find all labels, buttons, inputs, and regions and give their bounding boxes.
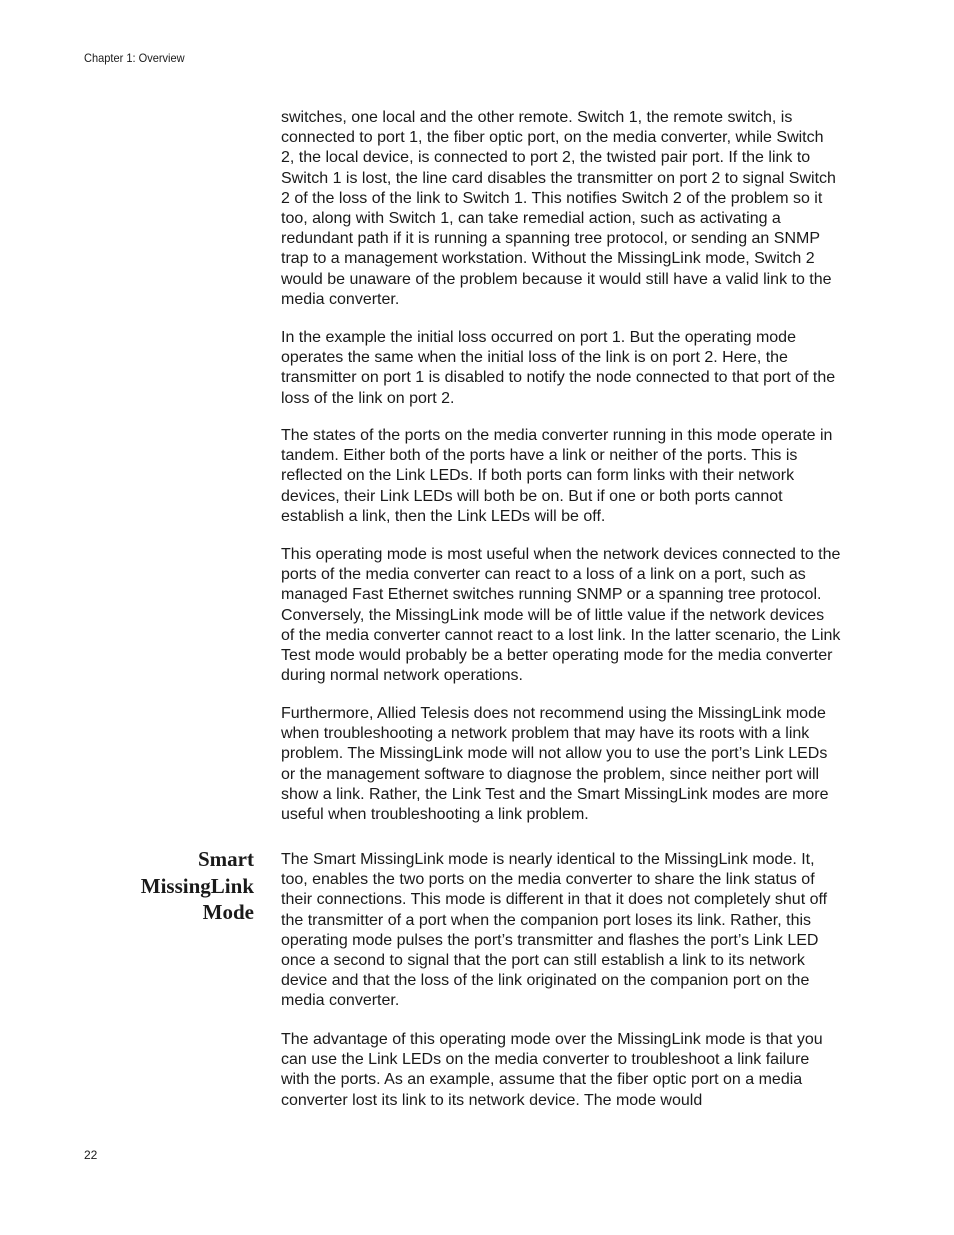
body-paragraph: The Smart MissingLink mode is nearly identical to the MissingLink mode. It, too, enables the two ports on the media converter to share the link status of their connections. This mode is different in that it does not completely shut off the transmitter of a port when the companion port loses its link. Rather, this operating mode pulses the port’s transmitter and flashes the port’s Link LED once a second to signal that the port can still establish a link to its network device and that the loss of the link originated on the companion port on the media converter. [281, 851, 828, 1010]
section-heading-line: Smart [198, 847, 254, 871]
body-paragraph: Furthermore, Allied Telesis does not recommend using the MissingLink mode when troubleshooting a network problem that may have its roots with a link problem. The MissingLink mode will not allow you to use the port’s Link LEDs or the management software to diagnose the problem, since neither port will show a link. Rather, the Link Test and the Smart MissingLink modes are more useful when troubleshooting a link problem. [281, 705, 829, 824]
section-heading-line: MissingLink [140, 873, 254, 898]
page-number: 22 [84, 1148, 98, 1162]
body-paragraph: switches, one local and the other remote. Switch 1, the remote switch, is connected to port 1, the fiber optic port, on the media converter, while Switch 2, the local device, is connected to port 2, the twisted pair port. If the link to Switch 1 is lost, the line card disables the transmitter on port 2 to signal Switch 2 of the loss of the link to Switch 1. This notifies Switch 2 of the problem so it too, along with Switch 1, can take remedial action, such as activating a redundant path if it is running a spanning tree protocol, or sending an SNMP trap to a management workstation. Without the MissingLink mode, Switch 2 would be unaware of the problem because it would still have a valid link to the media converter. [281, 109, 836, 308]
body-paragraph: The advantage of this operating mode over the MissingLink mode is that you can use the Link LEDs on the media converter to troubleshoot a link failure with the ports. As an example, assume that the fiber optic port on a media converter lost its link to its network device. The mode would [281, 1031, 823, 1109]
body-paragraph: This operating mode is most useful when the network devices connected to the ports of the media converter can react to a loss of a link on a port, such as managed Fast Ethernet switches running SNMP or a spanning tree protocol. Conversely, the MissingLink mode will be of little value if the network devices of the media converter cannot react to a lost link. In the latter scenario, the Link Test mode would probably be a better operating mode for the media converter during normal network operations. [281, 546, 841, 685]
running-header: Chapter 1: Overview [84, 51, 185, 65]
section-heading-line: Mode [202, 900, 254, 924]
body-paragraph: The states of the ports on the media converter running in this mode operate in tandem. Either both of the ports have a link or neither of the ports. This is reflected on the Link LEDs. If both ports can form links with their network devices, their Link LEDs will both be on. But if one or both ports cannot establish a link, then the Link LEDs will be off. [281, 427, 833, 525]
body-paragraph: In the example the initial loss occurred on port 1. But the operating mode operates the same when the initial loss of the link is on port 2. Here, the transmitter on port 1 is disabled to notify the node connected to that port of the loss of the link on port 2. [281, 329, 836, 407]
section-heading [100, 846, 254, 926]
